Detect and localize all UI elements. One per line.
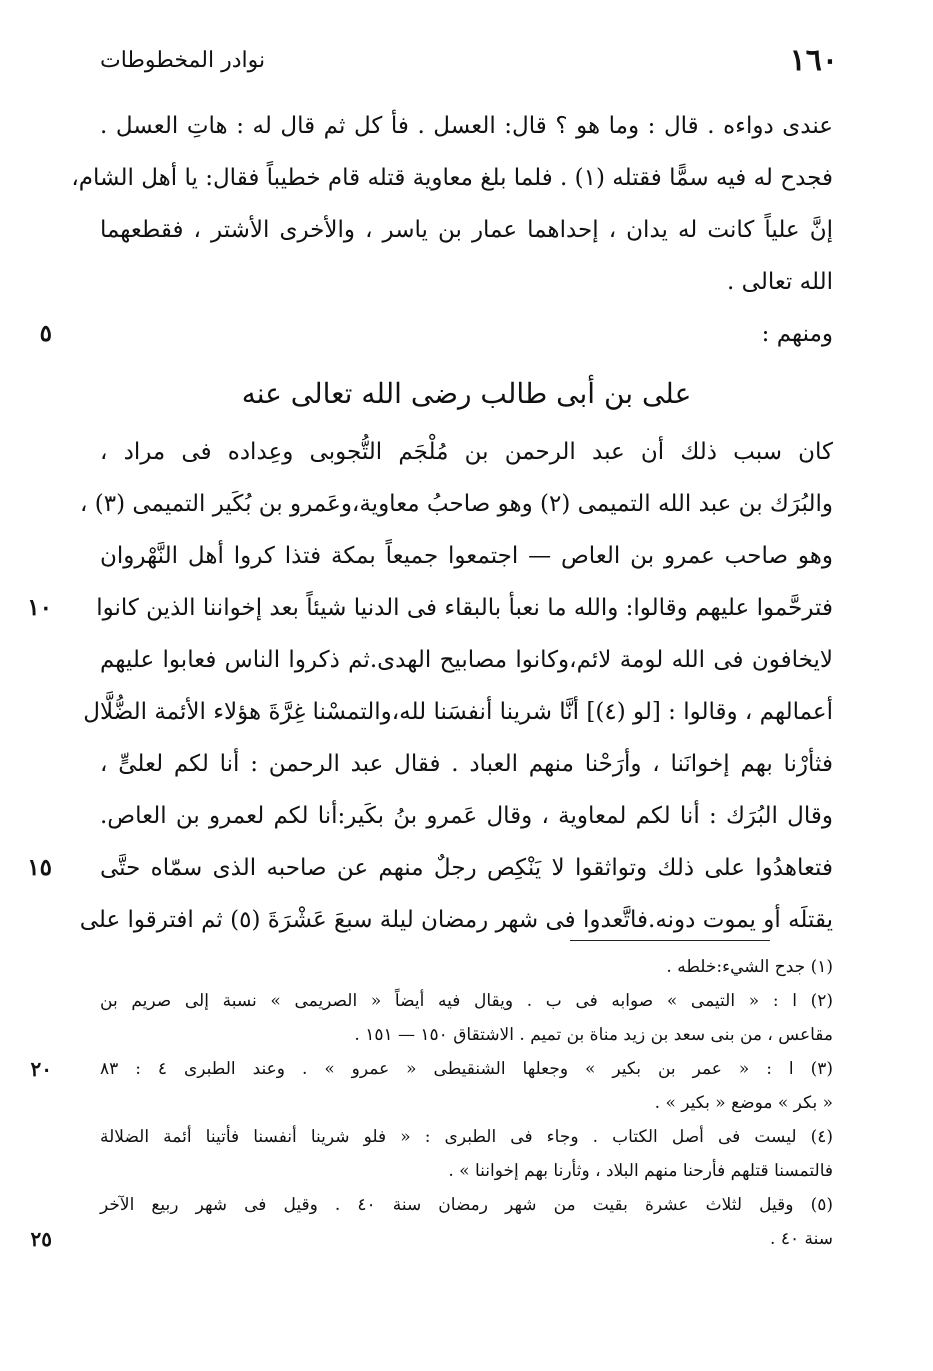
footnote-line xyxy=(100,950,833,984)
footnote-line xyxy=(100,1154,833,1188)
text-line xyxy=(80,478,833,530)
text-line xyxy=(27,582,833,634)
text-line-text: كان سبب ذلك أن عبد الرحمن بن مُلْجَم التُّجوبى وعِداده فى مراد ، xyxy=(100,439,833,465)
footnote-line xyxy=(100,1018,833,1052)
text-line-text: وقال البُرَك : أنا لكم لمعاوية ، وقال عَمرو بنُ بكَير:أنا لكم لعمرو بن العاص. xyxy=(100,803,833,829)
text-line xyxy=(100,790,833,842)
footnote-line xyxy=(100,984,833,1018)
footnote-line-text: « بكر » موضع « بكير » . xyxy=(654,1093,833,1113)
footnote-line xyxy=(100,1188,833,1222)
text-line-text: أعمالهم ، وقالوا : [لو (٤)] أنَّا شرينا أنفسَنا لله،والتمسْنا غِرَّةَ هؤلاء الأئمة الضُّلَّال xyxy=(83,699,833,725)
footnote-line-text: سنة ٤٠ . xyxy=(770,1229,833,1249)
text-line-text: يقتلَه أو يموت دونه.فاتَّعدوا فى شهر رمضان ليلة سبعَ عَشْرَةَ (٥) ثم افترقوا على xyxy=(79,907,833,933)
text-line-text: ومنهم : xyxy=(761,321,833,347)
text-line xyxy=(79,894,833,946)
footnote-line xyxy=(30,1222,833,1256)
footnote-line-text: (٤) ليست فى أصل الكتاب . وجاء فى الطبرى : « فلو شرينا أنفسنا فأتينا أئمة الضلالة xyxy=(100,1127,833,1147)
footnote-line-text: (١) جدح الشيء:خلطه . xyxy=(666,957,833,977)
footnote-divider xyxy=(570,940,770,941)
text-line xyxy=(100,256,833,308)
line-number: ١٥ xyxy=(27,854,52,881)
text-line xyxy=(100,100,833,152)
page-header xyxy=(100,40,838,80)
footnote-line-text: (٣) ا : « عمر بن بكير » وجعلها الشنقيطى « عمرو » . وعند الطبرى ٤ : ٨٣ xyxy=(100,1059,833,1079)
line-number: ٢٠ xyxy=(30,1057,52,1081)
text-line-text: والبُرَك بن عبد الله التميمى (٢) وهو صاحبُ معاوية،وعَمرو بن بُكَير التميمى (٣) ، xyxy=(80,491,833,517)
footnote-line-text: (٢) ا : « التيمى » صوابه فى ب . ويقال فيه أيضاً « الصريمى » نسبة إلى صريم بن xyxy=(100,991,833,1011)
text-line xyxy=(39,308,833,360)
line-number: ١٠ xyxy=(27,594,52,621)
footnote-line xyxy=(30,1052,833,1086)
running-title: نوادر المخطوطات xyxy=(100,47,266,73)
text-line xyxy=(100,738,833,790)
footnote-line-text: (٥) وقيل لثلاث عشرة بقيت من شهر رمضان سنة ٤٠ . وقيل فى شهر ربيع الآخر xyxy=(100,1195,833,1215)
text-line xyxy=(100,204,833,256)
section-heading: على بن أبى طالب رضى الله تعالى عنه xyxy=(241,377,692,410)
text-line-text: إنَّ علياً كانت له يدان ، إحداهما عمار بن ياسر ، والأخرى الأشتر ، فقطعهما xyxy=(100,217,833,243)
text-line xyxy=(27,842,833,894)
line-number: ٥ xyxy=(39,320,52,347)
text-line xyxy=(100,426,833,478)
text-line-text: عندى دواءه . قال : وما هو ؟ قال: العسل . فأ كل ثم قال له : هاتِ العسل . xyxy=(100,113,833,139)
text-line xyxy=(100,634,833,686)
text-line-text: وهو صاحب عمرو بن العاص — اجتمعوا جميعاً بمكة فتذا كروا أهل النَّهْروان xyxy=(100,543,833,569)
footnotes xyxy=(30,950,833,1256)
text-line-text: فثأرْنا بهم إخوانَنا ، وأرَحْنا منهم العباد . فقال عبد الرحمن : أنا لكم لعلىٍّ ، xyxy=(100,751,833,777)
text-line-text: لايخافون فى الله لومة لائم،وكانوا مصابيح الهدى.ثم ذكروا الناس فعابوا عليهم xyxy=(100,647,833,673)
text-line-text: فتعاهدُوا على ذلك وتواثقوا لا يَنْكِص رجلٌ منهم عن صاحبه الذى سمّاه حتَّى xyxy=(100,855,833,881)
footnote-line xyxy=(100,1086,833,1120)
text-line-text: الله تعالى . xyxy=(727,269,833,295)
text-line-text: فجدح له فيه سمًّا فقتله (١) . فلما بلغ معاوية قتله قام خطيباً فقال: يا أهل الشام، xyxy=(71,165,833,191)
footnote-line-text: فالتمسنا قتلهم فأرحنا منهم البلاد ، وثأرنا بهم إخواننا » . xyxy=(448,1161,833,1181)
text-line xyxy=(83,686,833,738)
text-line xyxy=(71,152,833,204)
text-line-text: فترحَّموا عليهم وقالوا: والله ما نعبأ بالبقاء فى الدنيا شيئاً بعد إخواننا الذين كانوا xyxy=(96,595,833,621)
line-number: ٢٥ xyxy=(30,1227,52,1251)
footnote-line xyxy=(100,1120,833,1154)
main-text xyxy=(27,100,833,946)
page-number: ١٦٠ xyxy=(789,42,838,78)
text-line xyxy=(100,530,833,582)
footnote-line-text: مقاعس ، من بنى سعد بن زيد مناة بن تميم . الاشتقاق ١٥٠ — ١٥١ . xyxy=(354,1025,833,1045)
